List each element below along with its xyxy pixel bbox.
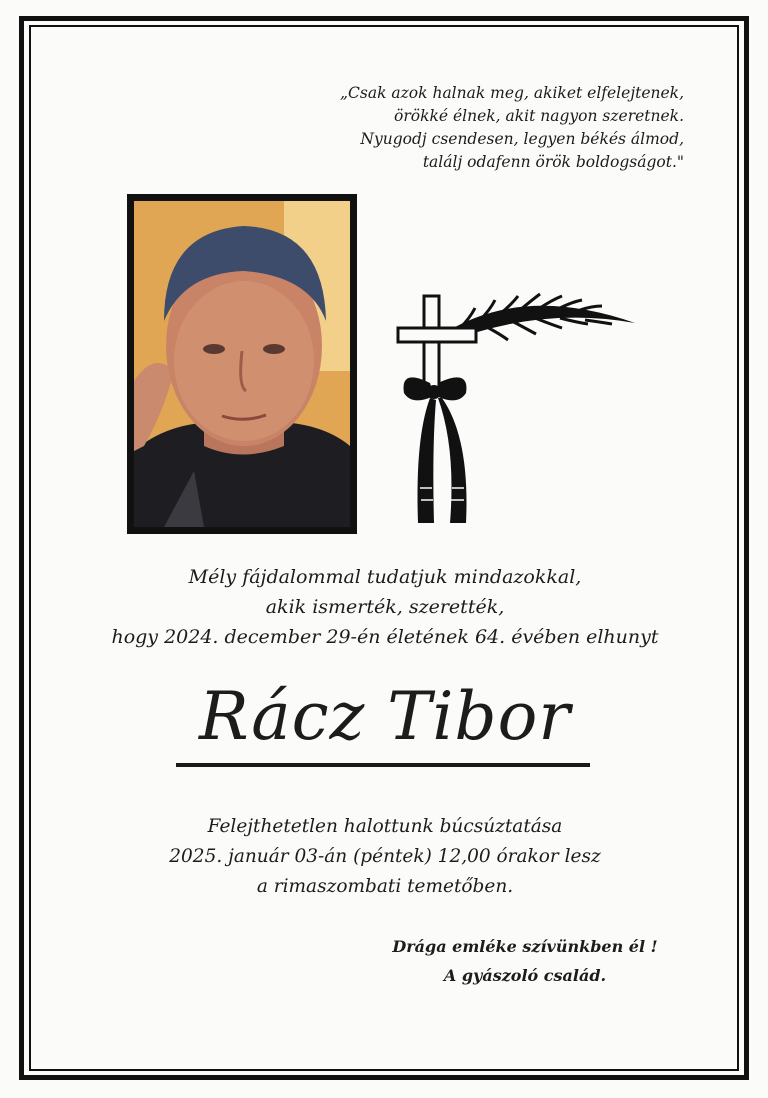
quote-line: „Csak azok halnak meg, akiket elfelejtenek,: [340, 84, 684, 102]
funeral-line: a rimaszombati temetőben.: [256, 876, 514, 897]
funeral-line: 2025. január 03-án (péntek) 12,00 órakor lesz: [169, 846, 601, 867]
quote-line: találj odafenn örök boldogságot.": [422, 153, 684, 171]
cross-palm-ribbon-icon: [390, 288, 640, 538]
name-underline: [176, 763, 590, 767]
funeral-details: [90, 812, 680, 902]
family-closing: [380, 932, 670, 990]
closing-line: Drága emléke szívünkben él !: [392, 937, 658, 956]
portrait-image: [134, 201, 350, 527]
announcement-line: hogy 2024. december 29-én életének 64. évében elhunyt: [111, 626, 659, 648]
announcement-line: akik ismerték, szerették,: [265, 596, 505, 618]
memorial-quote: [264, 82, 684, 174]
announcement-line: Mély fájdalommal tudatjuk mindazokkal,: [188, 566, 582, 588]
portrait-photo: [127, 194, 357, 534]
deceased-name: Rácz Tibor: [199, 678, 571, 755]
funeral-line: Felejthetetlen halottunk búcsúztatása: [207, 816, 563, 837]
closing-line: A gyászoló család.: [443, 966, 607, 985]
quote-line: örökké élnek, akit nagyon szeretnek.: [394, 107, 684, 125]
inner-border: [29, 25, 739, 1071]
death-announcement: [90, 562, 680, 652]
quote-line: Nyugodj csendesen, legyen békés álmod,: [360, 130, 684, 148]
